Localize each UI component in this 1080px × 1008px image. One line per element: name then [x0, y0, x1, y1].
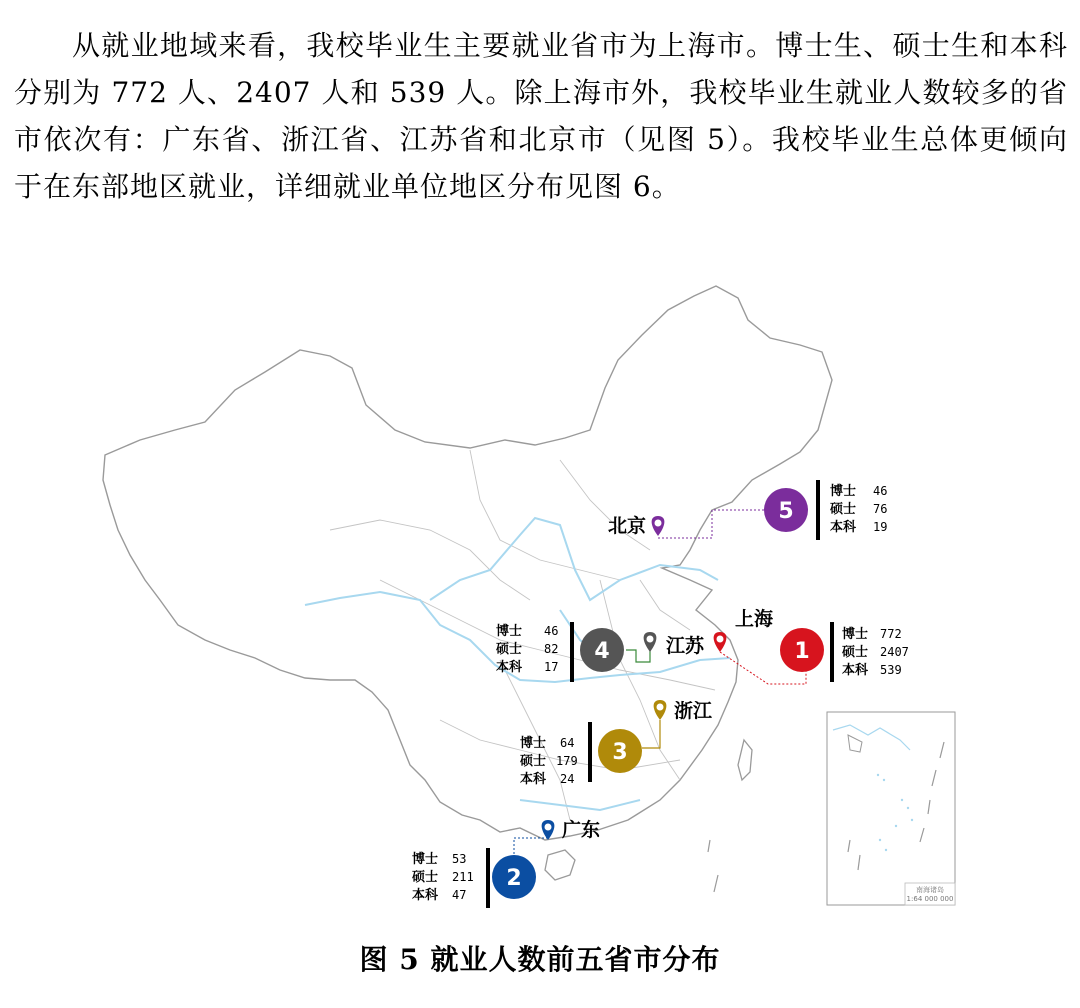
paragraph-text: 从就业地域来看，我校毕业生主要就业省市为上海市。博士生、硕士生和本科分别为 772 人、2407 人和 539 人。除上海市外，我校毕业生就业人数较多的省市依次有：广东省、浙江省、江苏省和北京市（见图 5）。我校毕业生总体更倾向于在东部地区就业，详细就业单位地区分布见图 6。	[14, 29, 1068, 203]
stat-label-doctor: 博士	[412, 852, 439, 867]
stat-label-doctor: 博士	[496, 624, 523, 639]
stat-label-doctor: 博士	[842, 627, 869, 642]
rank-number-shanghai: 1	[794, 639, 810, 664]
taiwan-outline	[738, 740, 752, 780]
stat-label-master: 硕士	[412, 870, 439, 885]
stat-value-master: 211	[452, 870, 474, 884]
city-label-jiangsu: 江苏	[666, 635, 705, 657]
stat-label-master: 硕士	[520, 754, 547, 769]
beijing-pin-icon	[652, 516, 665, 536]
stat-label-master: 硕士	[830, 502, 857, 517]
city-label-beijing: 北京	[608, 515, 647, 537]
jiangsu-pin-icon	[644, 632, 657, 652]
maritime-dashes	[708, 840, 718, 892]
connector-beijing	[658, 510, 770, 538]
inset-title: 南海诸岛	[916, 886, 944, 894]
stat-label-bachelor: 本科	[412, 888, 439, 903]
rank-number-zhejiang: 3	[612, 740, 628, 765]
zhejiang-pin-icon	[654, 700, 667, 720]
guangdong-pin-icon	[542, 820, 555, 840]
stat-bar-guangdong	[486, 848, 490, 908]
china-outline	[103, 286, 832, 840]
figure-caption: 图 5 就业人数前五省市分布	[359, 943, 721, 976]
stat-bar-jiangsu	[570, 622, 574, 682]
city-label-shanghai: 上海	[735, 608, 774, 630]
south-china-sea-inset	[827, 712, 955, 905]
stat-value-bachelor: 539	[880, 663, 902, 677]
inset-scale: 1:64 000 000	[906, 895, 954, 903]
region-shanghai	[714, 607, 909, 682]
rank-number-beijing: 5	[778, 499, 794, 524]
stat-label-bachelor: 本科	[842, 663, 869, 678]
stat-bar-beijing	[816, 480, 820, 540]
stat-label-bachelor: 本科	[520, 772, 547, 787]
stat-value-doctor: 772	[880, 627, 902, 641]
connector-jiangsu	[626, 646, 650, 662]
hainan-outline	[545, 850, 575, 880]
stat-label-master: 硕士	[496, 642, 523, 657]
stat-value-master: 179	[556, 754, 578, 768]
connector-guangdong	[514, 838, 548, 855]
stat-value-master: 82	[544, 642, 559, 656]
china-employment-map	[0, 280, 1080, 930]
stat-value-bachelor: 19	[873, 520, 888, 534]
stat-value-master: 2407	[880, 645, 909, 659]
stat-label-bachelor: 本科	[496, 660, 523, 675]
stat-value-master: 76	[873, 502, 888, 516]
stat-label-bachelor: 本科	[830, 520, 857, 535]
city-label-zhejiang: 浙江	[674, 700, 713, 722]
stat-bar-zhejiang	[588, 722, 592, 782]
rank-number-jiangsu: 4	[594, 639, 610, 664]
shanghai-pin-icon	[714, 632, 727, 652]
intro-paragraph	[14, 22, 1068, 210]
stat-label-doctor: 博士	[830, 484, 857, 499]
region-jiangsu	[496, 622, 705, 682]
stat-value-doctor: 64	[560, 736, 575, 750]
stat-value-doctor: 53	[452, 852, 467, 866]
stat-value-bachelor: 24	[560, 772, 575, 786]
rank-number-guangdong: 2	[506, 866, 522, 891]
stat-label-doctor: 博士	[520, 736, 547, 751]
stat-value-doctor: 46	[544, 624, 559, 638]
stat-label-master: 硕士	[842, 645, 869, 660]
stat-bar-shanghai	[830, 622, 834, 682]
stat-value-bachelor: 17	[544, 660, 559, 674]
stat-value-doctor: 46	[873, 484, 888, 498]
city-label-guangdong: 广东	[562, 819, 601, 841]
stat-value-bachelor: 47	[452, 888, 467, 902]
